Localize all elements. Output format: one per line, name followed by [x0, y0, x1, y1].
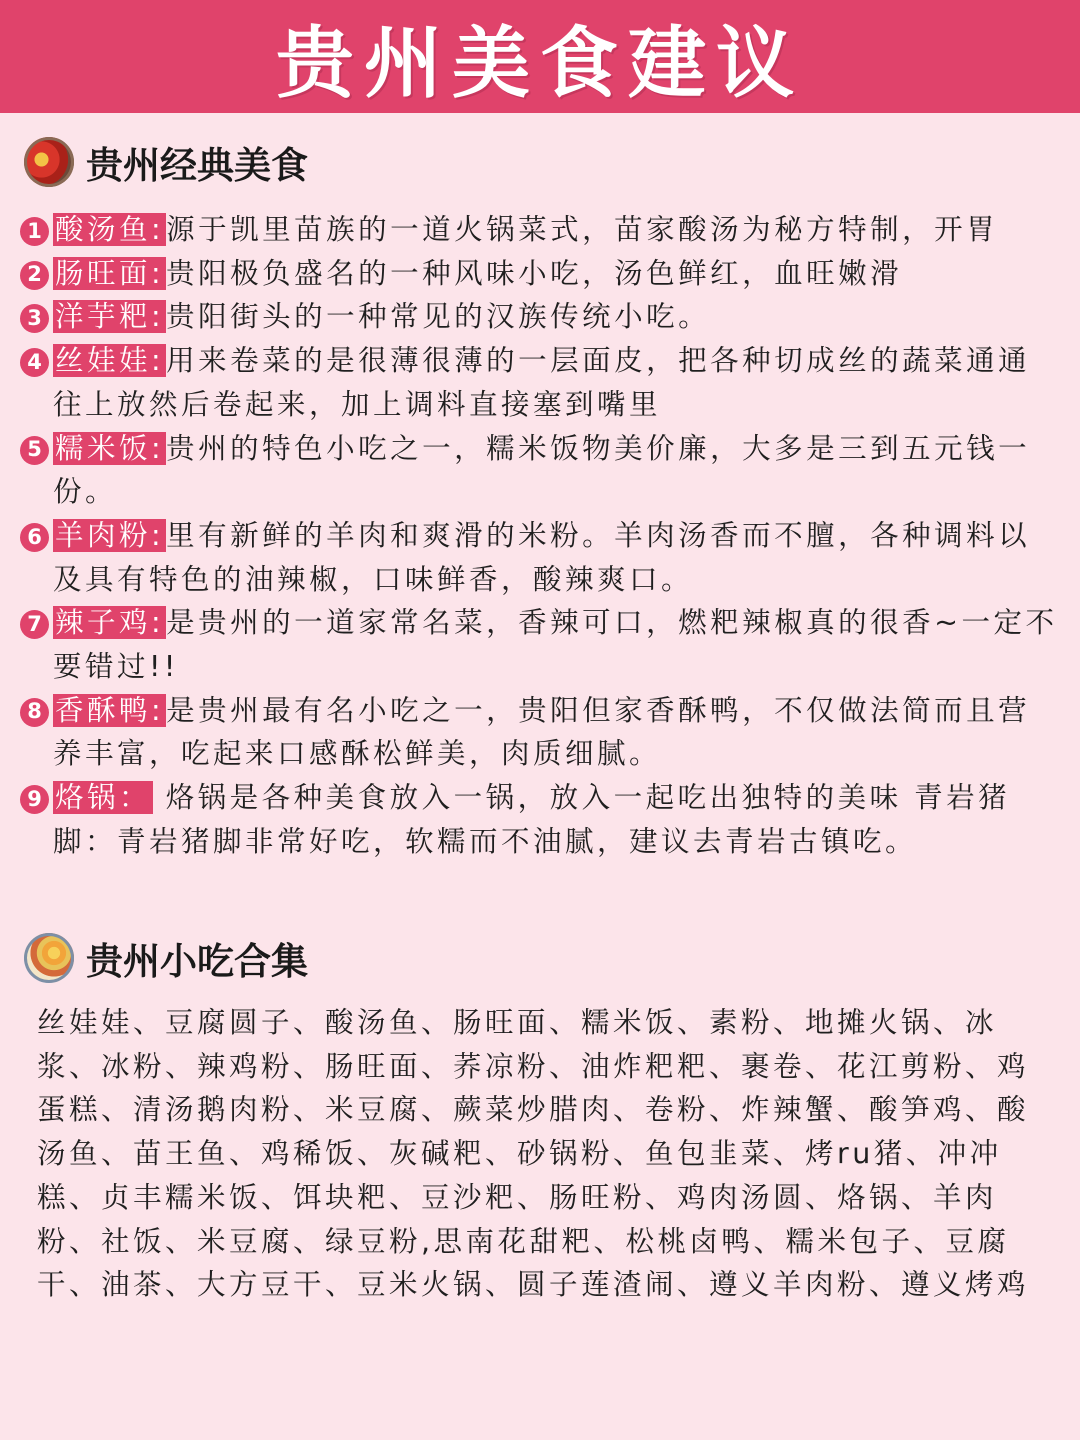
section-header-snacks [24, 930, 308, 986]
list-item [20, 514, 1060, 601]
hotpot-icon [24, 137, 74, 187]
number-badge: 6 [20, 523, 49, 552]
food-name-tag: 辣子鸡: [55, 606, 165, 640]
list-item [20, 295, 1060, 339]
number-badge: 8 [20, 698, 49, 727]
food-description: 烙锅是各种美食放入一锅，放入一起吃出独特的美味 青岩猪脚：青岩猪脚非常好吃，软糯而不油腻，建议去青岩古镇吃。 [53, 781, 1011, 858]
number-badge: 3 [20, 304, 49, 333]
number-badge: 5 [20, 436, 49, 465]
classic-food-list [20, 208, 1060, 864]
snack-bowl-icon [24, 933, 74, 983]
food-description: 贵阳极负盛名的一种风味小吃，汤色鲜红，血旺嫩滑 [166, 256, 903, 290]
list-item [20, 689, 1060, 776]
list-item [20, 208, 1060, 252]
food-description: 贵阳街头的一种常见的汉族传统小吃。 [166, 300, 711, 334]
food-description: 是贵州最有名小吃之一，贵阳但家香酥鸭，不仅做法简而且营养丰富，吃起来口感酥松鲜美，肉质细腻。 [53, 693, 1031, 771]
section-title: 贵州小吃合集 [86, 940, 308, 983]
food-description: 用来卷菜的是很薄很薄的一层面皮，把各种切成丝的蔬菜通通往上放然后卷起来，加上调料直接塞到嘴里 [53, 344, 1031, 421]
list-item [20, 339, 1060, 426]
food-name-tag: 糯米饭: [55, 431, 165, 465]
food-description: 里有新鲜的羊肉和爽滑的米粉。羊肉汤香而不膻，各种调料以及具有特色的油辣椒，口味鲜香，酸辣爽口。 [53, 518, 1031, 596]
section-title: 贵州经典美食 [86, 144, 308, 187]
page-title: 贵州美食建议 [275, 18, 804, 109]
number-badge: 2 [20, 261, 49, 290]
number-badge: 7 [20, 610, 49, 639]
food-name-tag: 肠旺面: [55, 256, 165, 290]
title-banner [0, 0, 1080, 113]
food-name-tag: 烙锅： [55, 781, 152, 815]
number-badge: 9 [20, 785, 49, 814]
food-description: 是贵州的一道家常名菜，香辣可口，燃粑辣椒真的很香~一定不要错过!! [53, 606, 1058, 684]
list-item [20, 601, 1060, 688]
food-name-tag: 丝娃娃: [55, 344, 165, 378]
number-badge: 4 [20, 348, 49, 377]
snack-list-text: 丝娃娃、豆腐圆子、酸汤鱼、肠旺面、糯米饭、素粉、地摊火锅、冰浆、冰粉、辣鸡粉、肠旺面、荞凉粉、油炸粑粑、裹卷、花江剪粉、鸡蛋糕、清汤鹅肉粉、米豆腐、蕨菜炒腊肉、卷粉、炸辣蟹、酸笋鸡、酸汤鱼、苗王鱼、鸡稀饭、灰碱粑、砂锅粉、鱼包韭菜、烤ru猪、冲冲糕、贞丰糯米饭、饵块粑、豆沙粑、肠旺粉、鸡肉汤圆、烙锅、羊肉粉、社饭、米豆腐、绿豆粉,思南花甜粑、松桃卤鸭、糯米包子、豆腐干、油茶、大方豆干、豆米火锅、圆子莲渣闹、遵义羊肉粉、遵义烤鸡 [37, 1006, 1030, 1302]
number-badge: 1 [20, 217, 49, 246]
food-name-tag: 香酥鸭: [55, 693, 165, 727]
food-name-tag: 洋芋粑: [55, 300, 165, 334]
list-item [20, 252, 1060, 296]
food-name-tag: 酸汤鱼: [55, 213, 165, 246]
food-description: 贵州的特色小吃之一，糯米饭物美价廉，大多是三到五元钱一份。 [53, 431, 1031, 509]
list-item [20, 776, 1060, 863]
section-header-classic [24, 134, 308, 190]
food-name-tag: 羊肉粉: [55, 518, 165, 552]
list-item [20, 427, 1060, 514]
food-description: 源于凯里苗族的一道火锅菜式，苗家酸汤为秘方特制，开胃 [166, 213, 999, 246]
